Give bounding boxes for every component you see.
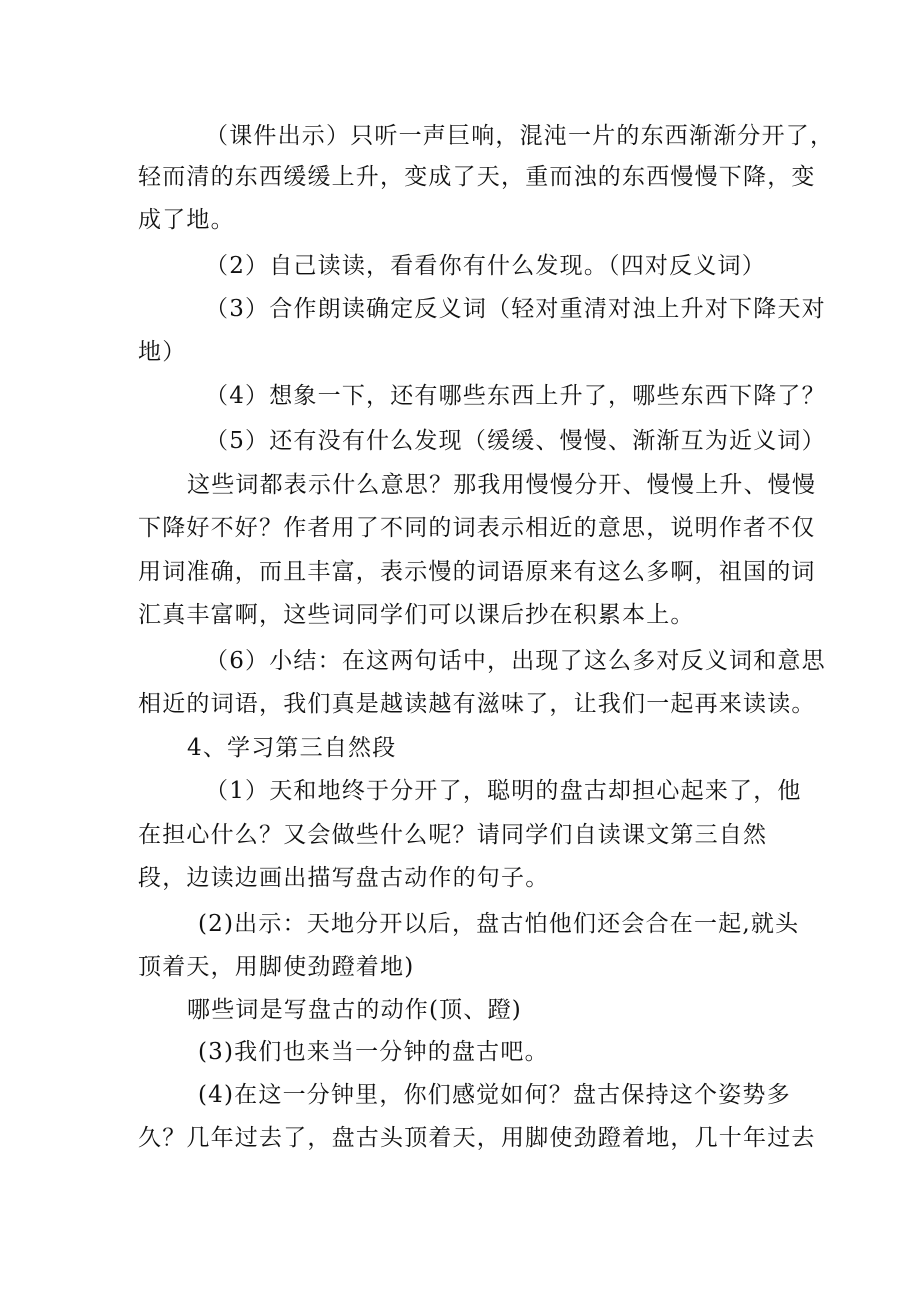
text-line: 这些词都表示什么意思？那我用慢慢分开、慢慢上升、慢慢	[187, 472, 817, 498]
text-line: （1）天和地终于分开了，聪明的盘古却担心起来了，他	[205, 778, 802, 804]
text-line: (3)我们也来当一分钟的盘古吧。	[198, 1039, 549, 1065]
text-line: 久？几年过去了，盘古头顶着天，用脚使劲蹬着地，几十年过去	[138, 1125, 816, 1151]
text-line: (4)在这一分钟里，你们感觉如何？盘古保持这个姿势多	[198, 1082, 791, 1108]
text-line: 汇真丰富啊，这些词同学们可以课后抄在积累本上。	[138, 602, 695, 628]
text-line: 成了地。	[138, 207, 235, 233]
text-line: 顶着天，用脚使劲蹬着地)	[138, 954, 415, 980]
text-line: 哪些词是写盘古的动作(顶、蹬)	[187, 997, 522, 1023]
text-line: （3）合作朗读确定反义词（轻对重清对浊上升对下降天对	[205, 296, 826, 322]
text-line: (2)出示：天地分开以后，盘古怕他们还会合在一起,就头	[198, 911, 800, 937]
text-line: 地）	[138, 339, 187, 365]
section-heading: 4、学习第三自然段	[187, 735, 397, 761]
text-line: （4）想象一下，还有哪些东西上升了，哪些东西下降了？	[205, 383, 826, 409]
text-line: 段，边读边画出描写盘古动作的句子。	[138, 865, 550, 891]
text-line: （课件出示）只听一声巨响，混沌一片的东西渐渐分开了，	[205, 123, 835, 149]
text-line: 相近的词语，我们真是越读越有滋味了，让我们一起再来读读。	[138, 691, 816, 717]
text-line: （2）自己读读，看看你有什么发现。（四对反义词）	[205, 253, 766, 279]
text-line: 在担心什么？又会做些什么呢？请同学们自读课文第三自然	[138, 822, 768, 848]
text-line: （5）还有没有什么发现（缓缓、慢慢、渐渐互为近义词）	[205, 428, 826, 454]
text-line: 下降好不好？作者用了不同的词表示相近的意思，说明作者不仅	[138, 515, 816, 541]
text-line: （6）小结：在这两句话中，出现了这么多对反义词和意思	[205, 648, 826, 674]
text-line: 用词准确，而且丰富，表示慢的词语原来有这么多啊，祖国的词	[138, 559, 816, 585]
text-line: 轻而清的东西缓缓上升，变成了天，重而浊的东西慢慢下降，变	[138, 164, 816, 190]
